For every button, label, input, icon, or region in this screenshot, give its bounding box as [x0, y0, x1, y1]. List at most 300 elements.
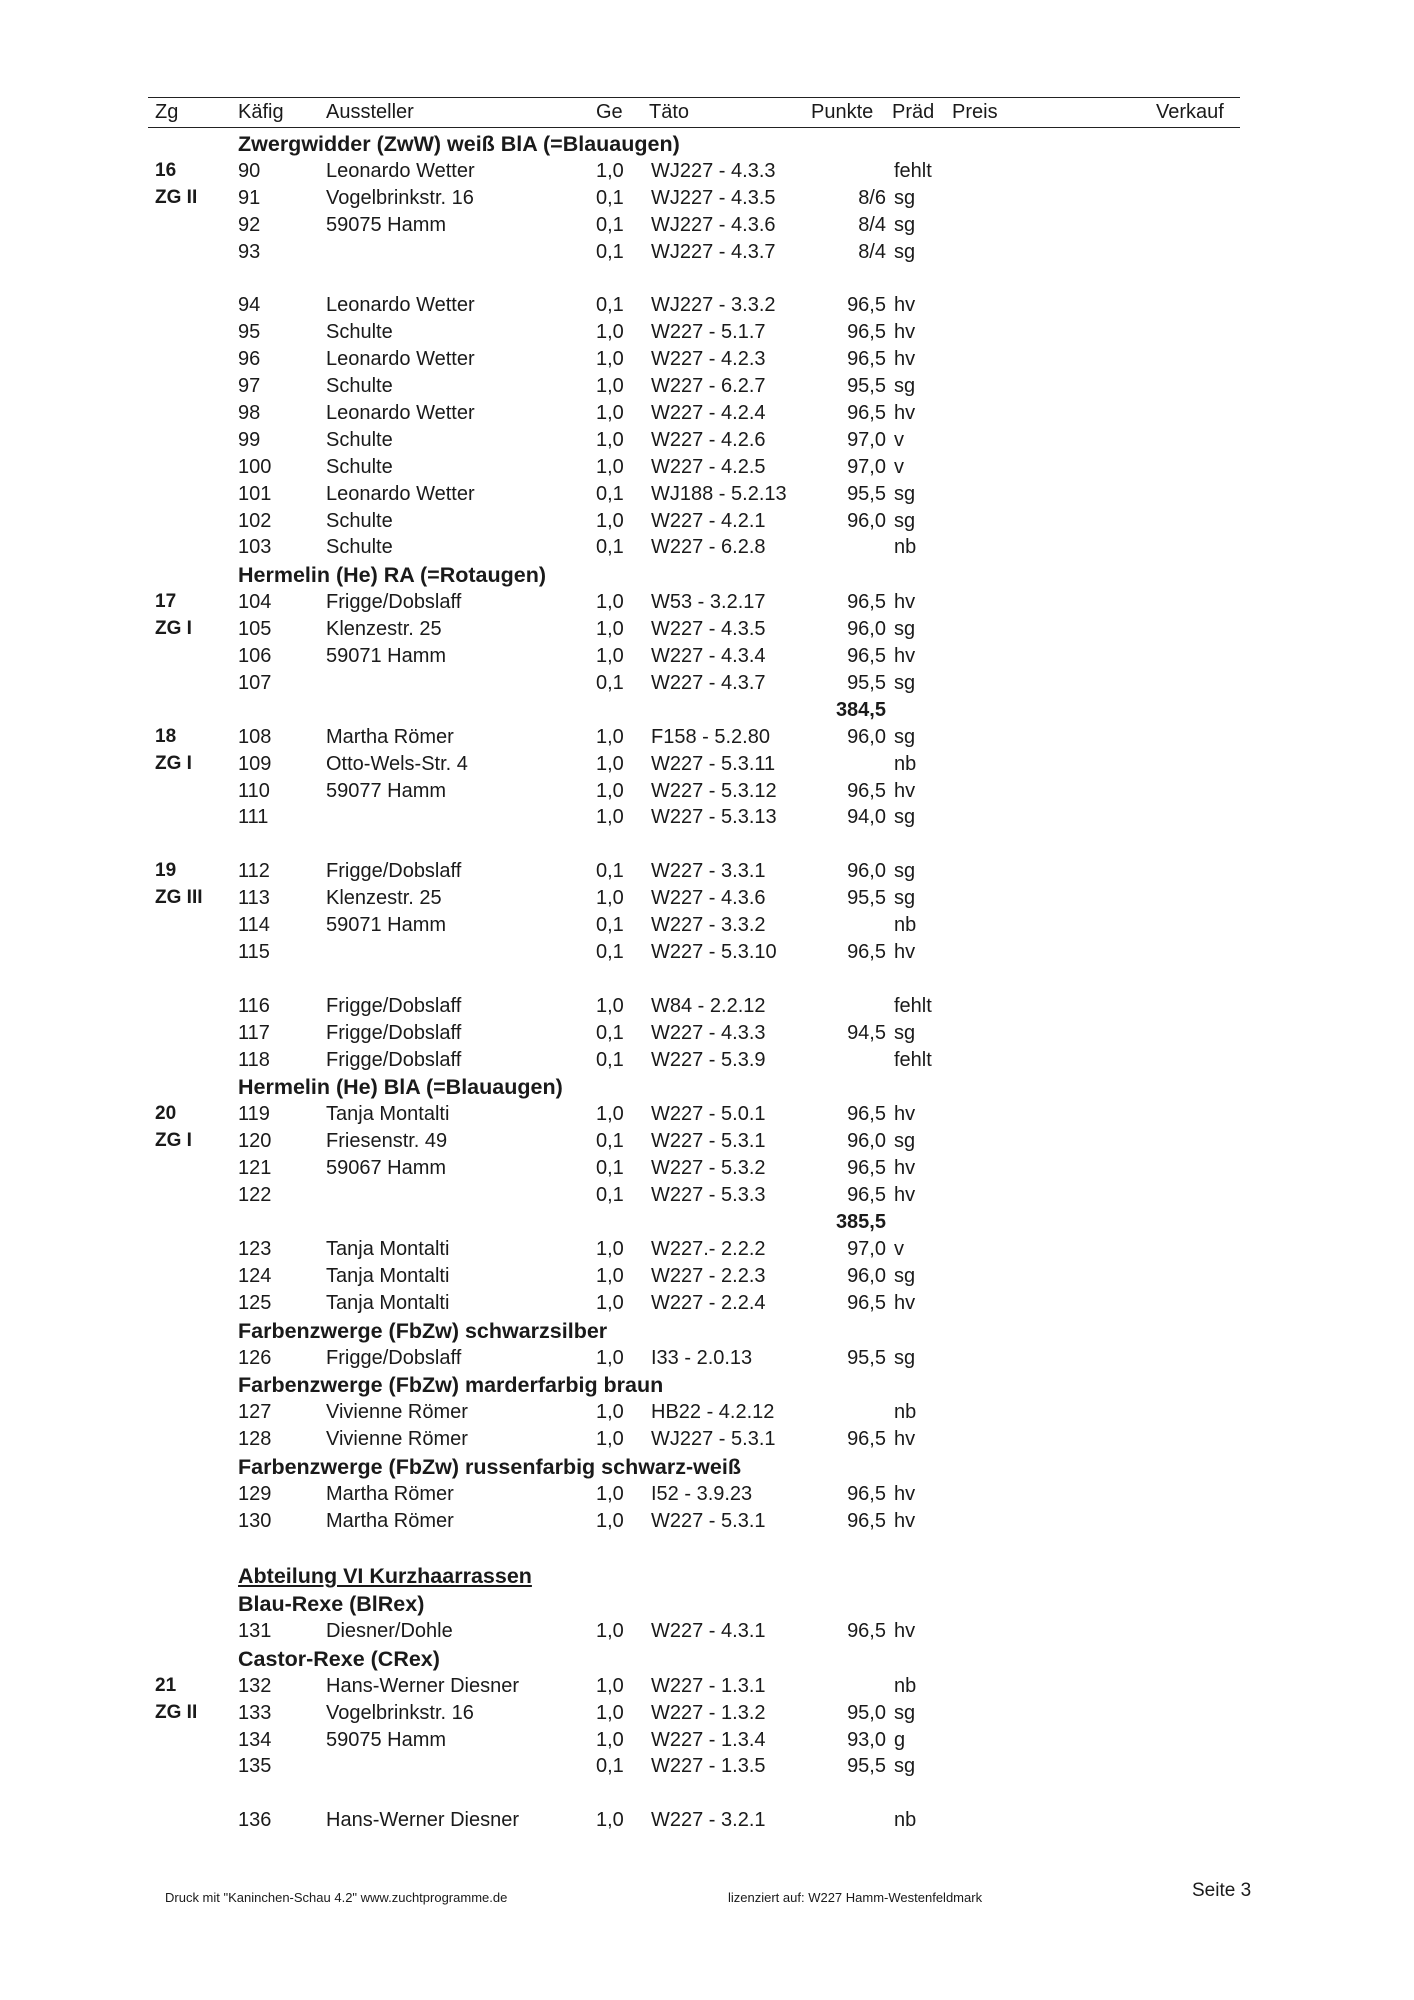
predicate-cell: fehlt [894, 994, 932, 1017]
section-heading [0, 1645, 1414, 1673]
predicate-cell: hv [894, 1428, 916, 1451]
exhibitor-cell: Frigge/Dobslaff [326, 994, 462, 1017]
exhibitor-cell: Leonardo Wetter [326, 160, 475, 182]
cage-number: 117 [238, 1021, 270, 1044]
exhibitor-cell: Diesner/Dohle [326, 1619, 453, 1642]
cage-number: 111 [238, 806, 269, 829]
sex-cell: 1,0 [596, 1483, 624, 1506]
predicate-cell: sg [894, 213, 916, 236]
points-cell: 94,5 [847, 1021, 886, 1044]
cage-number: 93 [238, 240, 261, 263]
tattoo-cell: W227 - 4.2.5 [651, 455, 766, 478]
section-heading [0, 1371, 1414, 1399]
predicate-cell: hv [894, 1103, 916, 1126]
predicate-cell: sg [894, 1701, 916, 1724]
sex-cell: 1,0 [596, 591, 624, 614]
section-title: Farbenzwerge (FbZw) russenfarbig schwarz-weiß [238, 1455, 741, 1480]
predicate-cell: hv [894, 1483, 916, 1506]
table-row [0, 1101, 1414, 1128]
points-cell: 93,0 [847, 1728, 886, 1751]
section-heading [0, 1453, 1414, 1481]
group-total-row [0, 697, 1414, 724]
sex-cell: 1,0 [596, 1728, 624, 1751]
cage-number: 113 [238, 887, 270, 910]
cage-number: 95 [238, 321, 261, 344]
points-cell: 96,5 [847, 940, 886, 963]
cage-number: 104 [238, 591, 272, 614]
group-cell: ZG I [155, 1130, 192, 1152]
exhibitor-cell: Frigge/Dobslaff [326, 1048, 462, 1071]
sex-cell: 1,0 [596, 455, 624, 478]
group-cell: ZG II [155, 1701, 198, 1723]
table-row [0, 1182, 1414, 1209]
table-row [0, 804, 1414, 831]
footer-license-note: lizenziert auf: W227 Hamm-Westenfeldmark [728, 1890, 983, 1905]
tattoo-cell: W227 - 5.3.11 [651, 752, 776, 775]
cage-number: 110 [238, 779, 270, 802]
cage-number: 100 [238, 455, 272, 478]
points-cell: 96,5 [847, 348, 886, 371]
exhibitor-cell: Vogelbrinkstr. 16 [326, 186, 474, 209]
group-cell: 19 [155, 860, 177, 882]
points-cell: 97,0 [847, 428, 886, 451]
sex-cell: 1,0 [596, 428, 624, 451]
tattoo-cell: WJ227 - 4.3.3 [651, 160, 776, 182]
section-title: Hermelin (He) BlA (=Blauaugen) [238, 1075, 563, 1100]
points-cell: 96,0 [847, 860, 886, 883]
predicate-cell: nb [894, 1809, 917, 1832]
header-points: Punkte [811, 101, 874, 123]
exhibitor-cell: Leonardo Wetter [326, 402, 475, 425]
cage-number: 103 [238, 536, 272, 559]
exhibitor-cell: Vivienne Römer [326, 1401, 468, 1424]
predicate-cell: sg [894, 375, 916, 398]
cage-number: 130 [238, 1510, 272, 1533]
points-cell: 96,0 [847, 1130, 886, 1153]
cage-number: 125 [238, 1291, 272, 1314]
points-cell: 96,5 [847, 1184, 886, 1207]
cage-number: 106 [238, 645, 272, 668]
predicate-cell: hv [894, 1291, 916, 1314]
cage-number: 115 [238, 940, 270, 963]
table-row [0, 534, 1414, 561]
exhibitor-cell: Frigge/Dobslaff [326, 1346, 462, 1369]
cage-number: 123 [238, 1237, 272, 1260]
cage-number: 134 [238, 1728, 272, 1751]
predicate-cell: hv [894, 779, 916, 802]
cage-number: 108 [238, 725, 272, 748]
sex-cell: 1,0 [596, 806, 624, 829]
predicate-cell: sg [894, 618, 916, 641]
cage-number: 101 [238, 482, 272, 505]
predicate-cell: nb [894, 752, 917, 775]
points-cell: 95,5 [847, 672, 886, 695]
points-cell: 95,5 [847, 887, 886, 910]
sex-cell: 1,0 [596, 1510, 624, 1533]
sex-cell: 1,0 [596, 375, 624, 398]
exhibitor-cell: Schulte [326, 536, 393, 559]
exhibitor-cell: 59077 Hamm [326, 779, 447, 802]
predicate-cell: fehlt [894, 160, 932, 182]
table-row [0, 1263, 1414, 1290]
cage-number: 133 [238, 1701, 272, 1724]
sex-cell: 1,0 [596, 887, 624, 910]
predicate-cell: sg [894, 1130, 916, 1153]
points-cell: 96,5 [847, 1428, 886, 1451]
exhibitor-cell: Klenzestr. 25 [326, 618, 442, 641]
tattoo-cell: W227 - 1.3.1 [651, 1674, 766, 1697]
tattoo-cell: W227 - 4.3.6 [651, 887, 766, 910]
cage-number: 127 [238, 1401, 272, 1424]
cage-number: 91 [238, 186, 261, 209]
points-cell: 8/4 [858, 240, 886, 263]
points-cell: 96,0 [847, 509, 886, 532]
points-cell: 96,0 [847, 725, 886, 748]
points-cell: 96,5 [847, 591, 886, 614]
sex-cell: 0,1 [596, 482, 624, 505]
predicate-cell: v [894, 455, 904, 478]
exhibitor-cell: Leonardo Wetter [326, 348, 475, 371]
cage-number: 94 [238, 294, 261, 317]
sex-cell: 0,1 [596, 240, 624, 263]
sex-cell: 1,0 [596, 321, 624, 344]
exhibitor-cell: Hans-Werner Diesner [326, 1809, 520, 1832]
tattoo-cell: W227 - 6.2.8 [651, 536, 766, 559]
exhibitor-cell: Tanja Montalti [326, 1237, 450, 1260]
points-cell: 96,0 [847, 1264, 886, 1287]
points-cell: 96,5 [847, 1483, 886, 1506]
table-row [0, 643, 1414, 670]
spacer-row [0, 1535, 1414, 1562]
exhibitor-cell: Vivienne Römer [326, 1428, 468, 1451]
section-title: Castor-Rexe (CRex) [238, 1646, 440, 1671]
section-title: Blau-Rexe (BlRex) [238, 1591, 425, 1616]
tattoo-cell: W227 - 5.0.1 [651, 1103, 766, 1126]
cage-number: 102 [238, 509, 272, 532]
points-cell: 96,0 [847, 618, 886, 641]
section-heading [0, 561, 1414, 589]
tattoo-cell: W53 - 3.2.17 [651, 591, 766, 614]
tattoo-cell: W227 - 5.3.9 [651, 1048, 766, 1071]
points-cell: 95,5 [847, 1755, 886, 1778]
predicate-cell: sg [894, 240, 916, 263]
table-row [0, 912, 1414, 939]
predicate-cell: v [894, 428, 904, 451]
exhibitor-cell: Frigge/Dobslaff [326, 1021, 462, 1044]
predicate-cell: sg [894, 725, 916, 748]
table-row [0, 427, 1414, 454]
section-heading [0, 1590, 1414, 1618]
table-row [0, 885, 1414, 912]
cage-number: 96 [238, 348, 261, 371]
predicate-cell: hv [894, 645, 916, 668]
exhibitor-cell: Tanja Montalti [326, 1264, 450, 1287]
cage-number: 121 [238, 1157, 272, 1180]
predicate-cell: hv [894, 1184, 916, 1207]
section-title: Farbenzwerge (FbZw) marderfarbig braun [238, 1373, 664, 1398]
group-cell: ZG II [155, 186, 198, 208]
tattoo-cell: W227 - 4.3.4 [651, 645, 766, 668]
sex-cell: 0,1 [596, 536, 624, 559]
predicate-cell: sg [894, 1021, 916, 1044]
points-cell: 97,0 [847, 455, 886, 478]
tattoo-cell: W227 - 3.2.1 [651, 1809, 766, 1832]
tattoo-cell: W227 - 4.3.5 [651, 618, 766, 641]
spacer-row [0, 831, 1414, 858]
points-cell: 94,0 [847, 806, 886, 829]
group-cell: ZG I [155, 618, 192, 640]
table-row [0, 1128, 1414, 1155]
group-cell: ZG I [155, 752, 192, 774]
table-row [0, 1753, 1414, 1780]
tattoo-cell: W227 - 4.3.1 [651, 1619, 766, 1642]
table-row [0, 751, 1414, 778]
predicate-cell: sg [894, 1264, 916, 1287]
tattoo-cell: W227 - 4.3.3 [651, 1021, 766, 1044]
predicate-cell: fehlt [894, 1048, 932, 1071]
header-bottom-rule [148, 127, 1240, 128]
table-row [0, 1727, 1414, 1754]
table-row [0, 589, 1414, 616]
table-row [0, 993, 1414, 1020]
cage-number: 90 [238, 160, 261, 182]
tattoo-cell: WJ188 - 5.2.13 [651, 482, 787, 505]
section-heading [0, 130, 1414, 158]
sex-cell: 0,1 [596, 1130, 624, 1153]
sex-cell: 0,1 [596, 1755, 624, 1778]
predicate-cell: v [894, 1237, 904, 1260]
section-title: Farbenzwerge (FbZw) schwarzsilber [238, 1318, 608, 1343]
table-row [0, 185, 1414, 212]
header-predicate: Präd [892, 101, 935, 123]
exhibitor-cell: Schulte [326, 455, 393, 478]
exhibitor-cell: Vogelbrinkstr. 16 [326, 1701, 474, 1724]
group-cell: 17 [155, 591, 177, 613]
sex-cell: 1,0 [596, 160, 624, 182]
table-row [0, 1508, 1414, 1535]
points-cell: 96,5 [847, 1510, 886, 1533]
sex-cell: 1,0 [596, 752, 624, 775]
entry-list [0, 130, 1414, 1834]
section-title: Hermelin (He) RA (=Rotaugen) [238, 563, 546, 588]
tattoo-cell: WJ227 - 4.3.5 [651, 186, 776, 209]
section-title: Zwergwidder (ZwW) weiß BlA (=Blauaugen) [238, 132, 680, 156]
exhibitor-cell: Klenzestr. 25 [326, 887, 442, 910]
tattoo-cell: W227 - 4.2.1 [651, 509, 766, 532]
table-row [0, 1345, 1414, 1372]
predicate-cell: hv [894, 1619, 916, 1642]
tattoo-cell: W227 - 4.2.4 [651, 402, 766, 425]
table-row [0, 508, 1414, 535]
sex-cell: 0,1 [596, 213, 624, 236]
cage-number: 126 [238, 1346, 272, 1369]
exhibitor-cell: 59071 Hamm [326, 914, 447, 937]
table-row [0, 1807, 1414, 1834]
sex-cell: 1,0 [596, 1809, 624, 1832]
sex-cell: 1,0 [596, 994, 624, 1017]
cage-number: 122 [238, 1184, 272, 1207]
sex-cell: 0,1 [596, 186, 624, 209]
table-row [0, 454, 1414, 481]
sex-cell: 1,0 [596, 779, 624, 802]
sex-cell: 0,1 [596, 914, 624, 937]
predicate-cell: nb [894, 1674, 917, 1697]
sex-cell: 1,0 [596, 509, 624, 532]
group-total-points: 385,5 [835, 1210, 886, 1233]
exhibitor-cell: Leonardo Wetter [326, 482, 475, 505]
exhibitor-cell: Schulte [326, 321, 393, 344]
table-row [0, 1290, 1414, 1317]
table-row [0, 212, 1414, 239]
exhibitor-cell: Martha Römer [326, 1483, 454, 1506]
cage-number: 119 [238, 1103, 270, 1126]
cage-number: 114 [238, 914, 270, 937]
exhibitor-cell: Martha Römer [326, 725, 454, 748]
table-row [0, 1426, 1414, 1453]
exhibitor-cell: 59071 Hamm [326, 645, 447, 668]
section-title: Abteilung VI Kurzhaarrassen [238, 1563, 532, 1588]
tattoo-cell: W227.- 2.2.2 [651, 1237, 766, 1260]
exhibitor-cell: Frigge/Dobslaff [326, 591, 462, 614]
exhibitor-cell: Tanja Montalti [326, 1291, 450, 1314]
cage-number: 118 [238, 1048, 270, 1071]
predicate-cell: sg [894, 887, 916, 910]
group-total-points: 384,5 [835, 698, 886, 721]
predicate-cell: hv [894, 321, 916, 344]
tattoo-cell: W227 - 4.2.6 [651, 428, 766, 451]
predicate-cell: sg [894, 186, 916, 209]
section-heading [0, 1562, 1414, 1590]
exhibitor-cell: Martha Römer [326, 1510, 454, 1533]
tattoo-cell: I33 - 2.0.13 [651, 1346, 753, 1369]
table-row [0, 481, 1414, 508]
table-row [0, 1481, 1414, 1508]
table-row [0, 858, 1414, 885]
points-cell: 8/4 [858, 213, 886, 236]
exhibitor-cell: Tanja Montalti [326, 1103, 450, 1126]
table-row [0, 1236, 1414, 1263]
group-cell: 18 [155, 725, 177, 747]
points-cell: 96,5 [847, 402, 886, 425]
table-row [0, 1618, 1414, 1645]
exhibitor-cell: Frigge/Dobslaff [326, 860, 462, 883]
sex-cell: 1,0 [596, 1674, 624, 1697]
group-cell: 20 [155, 1103, 177, 1125]
sex-cell: 1,0 [596, 1291, 624, 1314]
tattoo-cell: HB22 - 4.2.12 [651, 1401, 775, 1424]
points-cell: 97,0 [847, 1237, 886, 1260]
sex-cell: 0,1 [596, 1021, 624, 1044]
points-cell: 96,5 [847, 321, 886, 344]
cage-number: 99 [238, 428, 261, 451]
exhibitor-cell: Schulte [326, 509, 393, 532]
sex-cell: 1,0 [596, 1264, 624, 1287]
exhibitor-cell: Hans-Werner Diesner [326, 1674, 520, 1697]
table-row [0, 319, 1414, 346]
table-row [0, 239, 1414, 266]
sex-cell: 1,0 [596, 402, 624, 425]
points-cell: 96,5 [847, 779, 886, 802]
tattoo-cell: W84 - 2.2.12 [651, 994, 766, 1017]
tattoo-cell: WJ227 - 5.3.1 [651, 1428, 776, 1451]
predicate-cell: sg [894, 860, 916, 883]
cage-number: 98 [238, 402, 261, 425]
points-cell: 96,5 [847, 1291, 886, 1314]
sex-cell: 0,1 [596, 1157, 624, 1180]
points-cell: 96,5 [847, 645, 886, 668]
predicate-cell: sg [894, 482, 916, 505]
cage-number: 124 [238, 1264, 272, 1287]
spacer-row [0, 1780, 1414, 1807]
sex-cell: 1,0 [596, 1346, 624, 1369]
table-row [0, 616, 1414, 643]
points-cell: 8/6 [858, 186, 886, 209]
sex-cell: 1,0 [596, 618, 624, 641]
header-exhibitor: Aussteller [326, 101, 414, 123]
predicate-cell: hv [894, 1510, 916, 1533]
table-row [0, 778, 1414, 805]
tattoo-cell: W227 - 1.3.4 [651, 1728, 766, 1751]
exhibitor-cell: Schulte [326, 375, 393, 398]
cage-number: 136 [238, 1809, 272, 1832]
group-cell: 21 [155, 1674, 177, 1696]
sex-cell: 1,0 [596, 645, 624, 668]
predicate-cell: sg [894, 1346, 916, 1369]
cage-number: 132 [238, 1674, 272, 1697]
predicate-cell: sg [894, 806, 916, 829]
sex-cell: 1,0 [596, 1103, 624, 1126]
cage-number: 92 [238, 213, 261, 236]
section-heading [0, 1073, 1414, 1101]
sex-cell: 1,0 [596, 1619, 624, 1642]
tattoo-cell: W227 - 5.3.1 [651, 1510, 766, 1533]
table-row [0, 1020, 1414, 1047]
predicate-cell: sg [894, 509, 916, 532]
sex-cell: 1,0 [596, 725, 624, 748]
exhibitor-cell: Friesenstr. 49 [326, 1130, 448, 1153]
sex-cell: 0,1 [596, 294, 624, 317]
tattoo-cell: W227 - 5.3.12 [651, 779, 777, 802]
header-sex: Ge [596, 101, 623, 123]
tattoo-cell: W227 - 2.2.3 [651, 1264, 766, 1287]
points-cell: 96,5 [847, 294, 886, 317]
sex-cell: 1,0 [596, 348, 624, 371]
cage-number: 105 [238, 618, 272, 641]
section-heading [0, 1317, 1414, 1345]
predicate-cell: nb [894, 1401, 917, 1424]
table-header [148, 97, 1240, 127]
tattoo-cell: W227 - 4.3.7 [651, 672, 766, 695]
exhibitor-cell: 59075 Hamm [326, 213, 447, 236]
sex-cell: 0,1 [596, 1184, 624, 1207]
table-row [0, 1399, 1414, 1426]
exhibitor-cell: Leonardo Wetter [326, 294, 475, 317]
sex-cell: 0,1 [596, 672, 624, 695]
cage-number: 97 [238, 375, 261, 398]
predicate-cell: nb [894, 536, 917, 559]
header-zg: Zg [155, 101, 179, 123]
sex-cell: 0,1 [596, 940, 624, 963]
predicate-cell: sg [894, 1755, 916, 1778]
tattoo-cell: W227 - 1.3.5 [651, 1755, 766, 1778]
cage-number: 109 [238, 752, 272, 775]
cage-number: 116 [238, 994, 270, 1017]
tattoo-cell: F158 - 5.2.80 [651, 725, 770, 748]
predicate-cell: g [894, 1728, 906, 1751]
header-tattoo: Täto [649, 101, 690, 123]
tattoo-cell: W227 - 5.3.3 [651, 1184, 766, 1207]
table-row [0, 1700, 1414, 1727]
